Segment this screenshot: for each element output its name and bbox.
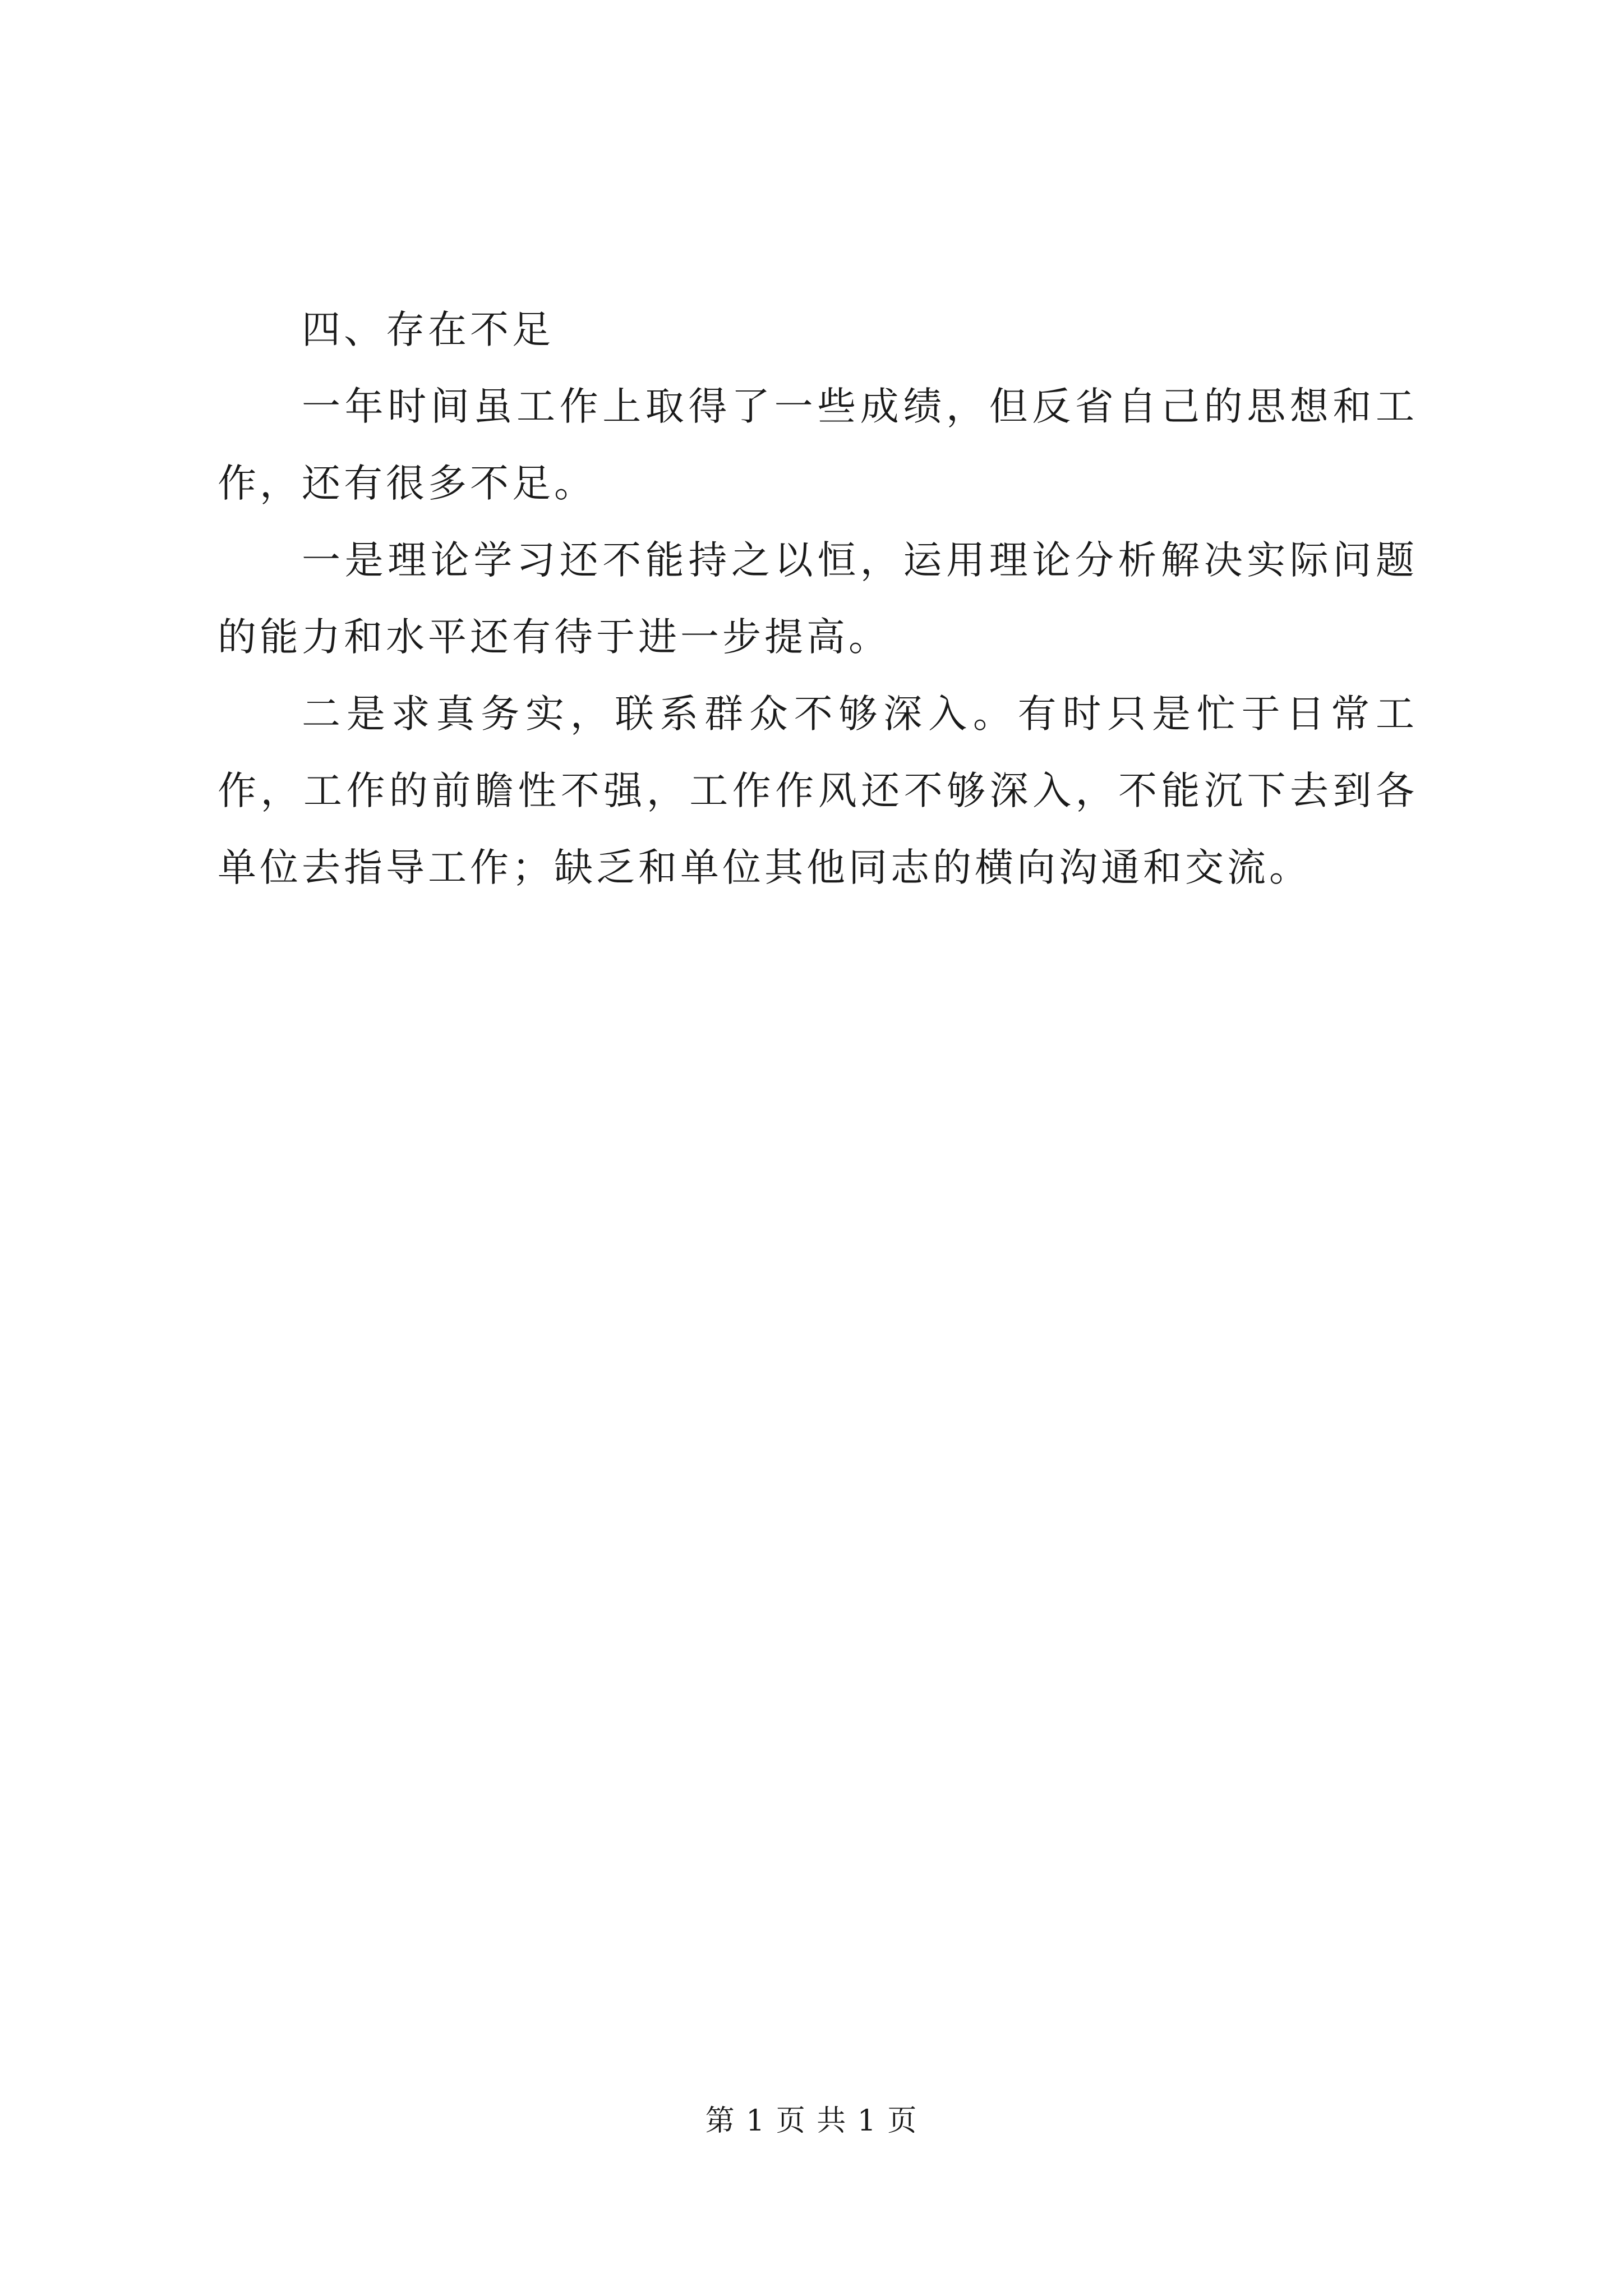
section-heading: 四、存在不足 [302, 307, 554, 352]
page-footer: 第 1 页 共 1 页 [705, 2104, 918, 2138]
document-body [218, 292, 1418, 907]
paragraph-2: 一是理论学习还不能持之以恒，运用理论分析解决实际问题的能力和水平还有待于进一步提高。 [218, 538, 1418, 660]
paragraph-3: 二是求真务实，联系群众不够深入。有时只是忙于日常工作，工作的前瞻性不强，工作作风还不够深入，不能沉下去到各单位去指导工作；缺乏和单位其他同志的横向沟通和交流。 [218, 692, 1418, 890]
paragraph-1: 一年时间虽工作上取得了一些成绩，但反省自己的思想和工作，还有很多不足。 [218, 384, 1418, 506]
